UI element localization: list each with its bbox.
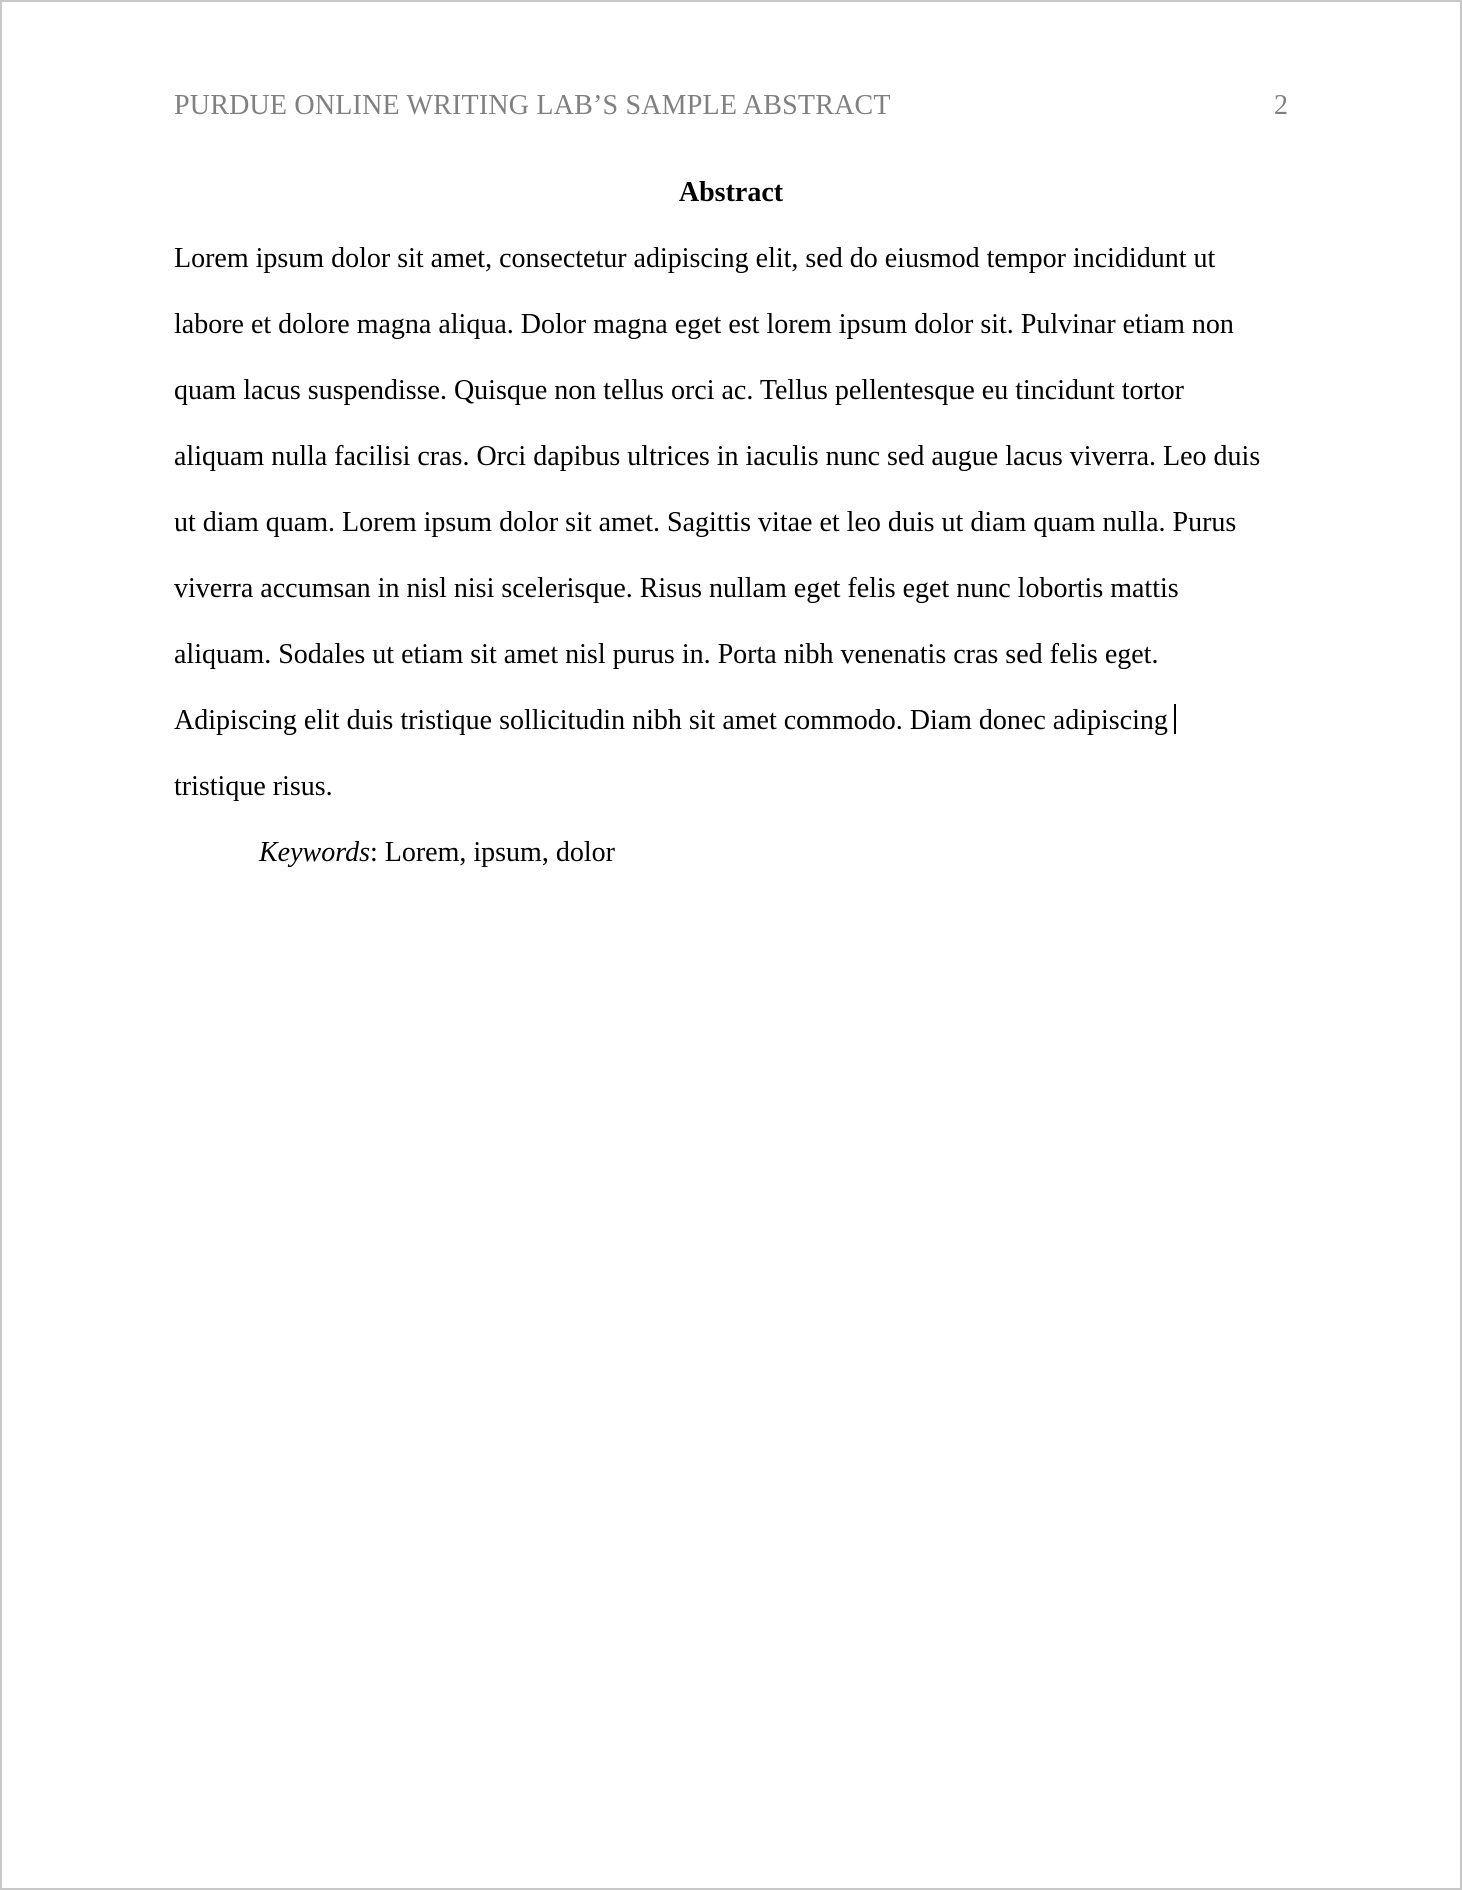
keywords-line: [259, 833, 615, 873]
keywords-separator: :: [369, 837, 385, 868]
abstract-line-8-container: [174, 701, 1294, 767]
running-head: PURDUE ONLINE WRITING LAB’S SAMPLE ABSTRACT: [174, 90, 891, 121]
abstract-line-4: aliquam nulla facilisi cras. Orci dapibus ultrices in iaculis nunc sed augue lacus viverra. Leo duis: [174, 441, 1261, 472]
abstract-heading: Abstract: [678, 177, 784, 208]
keywords-label: Keywords: [259, 837, 370, 868]
abstract-line-8: Adipiscing elit duis tristique sollicitudin nibh sit amet commodo. Diam donec adipiscing: [174, 705, 1168, 736]
abstract-line-7: aliquam. Sodales ut etiam sit amet nisl purus in. Porta nibh venenatis cras sed felis eget.: [174, 639, 1159, 670]
keywords-value: Lorem, ipsum, dolor: [384, 837, 615, 868]
abstract-line-1: Lorem ipsum dolor sit amet, consectetur adipiscing elit, sed do eiusmod tempor incididunt ut: [174, 243, 1216, 274]
abstract-line-9: tristique risus.: [174, 771, 333, 802]
abstract-line-5: ut diam quam. Lorem ipsum dolor sit amet. Sagittis vitae et leo duis ut diam quam nulla. Purus: [174, 507, 1237, 538]
abstract-line-6: viverra accumsan in nisl nisi scelerisque. Risus nullam eget felis eget nunc lobortis mattis: [174, 573, 1179, 604]
abstract-paragraph[interactable]: [174, 239, 1294, 833]
page-number: 2: [1274, 90, 1288, 121]
text-cursor: [1174, 704, 1176, 734]
abstract-line-2: labore et dolore magna aliqua. Dolor magna eget est lorem ipsum dolor sit. Pulvinar etiam non: [174, 309, 1234, 340]
abstract-line-3: quam lacus suspendisse. Quisque non tellus orci ac. Tellus pellentesque eu tincidunt tortor: [174, 375, 1184, 406]
